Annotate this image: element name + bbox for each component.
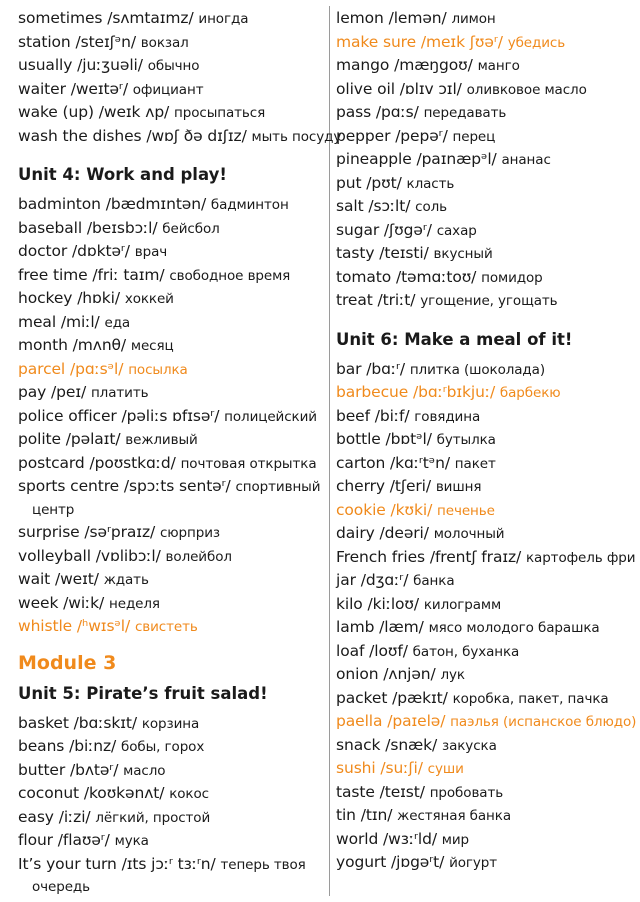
vocab-entry xyxy=(336,781,636,805)
vocab-translation: говядина xyxy=(414,408,481,425)
vocab-entry xyxy=(18,125,342,149)
vocab-word: sometimes /sʌmtaɪmz/ xyxy=(18,9,199,27)
vocab-entry xyxy=(336,452,636,476)
vocab-word: bar /bɑːʳ/ xyxy=(336,359,410,378)
vocab-word: carton /kɑːʳtᵊn/ xyxy=(336,453,455,472)
vocab-word: onion /ʌnjən/ xyxy=(336,665,441,683)
vocab-word: salt /sɔːlt/ xyxy=(336,197,416,215)
unit-6-list xyxy=(336,358,636,875)
vocab-entry xyxy=(18,381,328,405)
vocab-entry xyxy=(336,148,636,172)
vocab-word: station /steɪʃᵊn/ xyxy=(18,32,141,51)
vocab-translation: закуска xyxy=(442,737,497,754)
vocab-word: French fries /frentʃ fraɪz/ xyxy=(336,547,526,566)
vocab-word: badminton /bædmɪntən/ xyxy=(18,195,211,213)
vocab-translation: свободное время xyxy=(169,267,291,284)
vocab-entry xyxy=(336,593,636,617)
vocab-entry xyxy=(336,522,636,546)
vocab-translation: батон, буханка xyxy=(412,643,520,660)
vocab-word: pineapple /paɪnæpᵊl/ xyxy=(336,150,502,168)
vocab-word: cherry /tʃeri/ xyxy=(336,477,436,495)
vocab-translation: класть xyxy=(406,175,455,192)
vocab-translation: волейбол xyxy=(165,548,232,565)
vocab-word: It’s your turn /ɪts jɔːʳ tɜːʳn/ xyxy=(18,854,221,873)
vocab-entry xyxy=(336,616,636,640)
vocab-word: packet /pækɪt/ xyxy=(336,688,453,707)
vocab-translation-continued: очередь xyxy=(32,879,91,895)
vocab-entry xyxy=(18,54,328,78)
vocab-entry xyxy=(18,712,328,736)
vocab-entry xyxy=(18,428,328,452)
vocab-entry xyxy=(336,569,636,593)
vocab-translation: еда xyxy=(104,314,131,331)
vocab-translation: хоккей xyxy=(124,291,174,307)
vocab-entry xyxy=(18,452,328,476)
vocab-translation: ананас xyxy=(501,152,551,168)
vocab-translation: лёгкий, простой xyxy=(95,809,211,826)
vocab-entry xyxy=(336,734,636,758)
vocab-translation: сюрприз xyxy=(159,525,220,541)
vocab-word: tomato /təmɑːtoʊ/ xyxy=(336,267,482,286)
vocab-entry xyxy=(336,663,636,687)
vocab-word: tasty /teɪsti/ xyxy=(336,244,434,262)
vocab-word: make sure /meɪk ʃʊəʳ/ xyxy=(336,32,508,51)
vocab-word: volleyball /vɒlibɔːl/ xyxy=(18,546,166,565)
vocab-translation: неделя xyxy=(109,595,160,612)
vocab-translation: свистеть xyxy=(134,619,198,635)
vocab-word: parcel /pɑːsᵊl/ xyxy=(18,359,129,378)
vocab-translation: мясо молодого барашка xyxy=(428,620,600,636)
vocab-translation: просыпаться xyxy=(174,105,266,121)
vocab-word: yogurt /jɒgəʳt/ xyxy=(336,853,450,871)
vocab-word: dairy /deəri/ xyxy=(336,524,434,542)
vocab-translation: вокзал xyxy=(140,34,189,51)
vocab-translation: картофель фри xyxy=(525,549,636,566)
unit-5-list xyxy=(18,712,328,899)
vocab-word: police officer /pəliːs ɒfɪsəʳ/ xyxy=(18,406,225,425)
vocab-entry xyxy=(18,521,328,545)
vocab-translation: барбекю xyxy=(499,385,561,401)
vocab-word: pass /pɑːs/ xyxy=(336,103,424,121)
vocab-translation: печенье xyxy=(437,502,495,519)
vocab-translation-continued: центр xyxy=(32,501,75,518)
vocab-entry xyxy=(18,101,328,125)
vocab-translation: оливковое масло xyxy=(466,81,587,98)
vocab-entry xyxy=(18,806,328,830)
vocab-entry xyxy=(18,287,328,311)
vocab-translation: бутылка xyxy=(436,432,496,448)
vocab-translation: помидор xyxy=(481,269,543,286)
vocab-word: easy /iːzi/ xyxy=(18,807,96,826)
vocab-entry xyxy=(336,195,636,219)
vocab-word: basket /bɑːskɪt/ xyxy=(18,713,142,732)
vocab-entry xyxy=(336,101,636,125)
vocab-entry xyxy=(336,687,636,711)
vocab-translation: суши xyxy=(427,761,464,777)
vocab-entry xyxy=(336,78,636,102)
vocab-entry xyxy=(336,381,636,405)
vocab-word: paella /paɪelə/ xyxy=(336,712,451,730)
vocab-entry xyxy=(18,31,328,55)
vocab-entry xyxy=(336,242,636,266)
vocab-translation: бейсбол xyxy=(162,220,220,237)
vocab-word: pay /peɪ/ xyxy=(18,383,91,401)
vocab-entry xyxy=(18,829,328,853)
vocab-translation: перец xyxy=(452,128,496,145)
vocab-entry xyxy=(18,615,328,639)
right-top-list xyxy=(336,7,636,313)
vocab-translation: спортивный xyxy=(235,479,321,495)
left-top-list xyxy=(18,7,342,148)
vocab-word: kilo /kiːloʊ/ xyxy=(336,594,424,613)
vocab-entry xyxy=(336,266,636,290)
vocab-entry xyxy=(336,428,636,452)
vocab-translation: паэлья (испанское блюдо) xyxy=(450,714,637,730)
vocab-translation: мыть посуду xyxy=(251,128,342,145)
vocab-word: hockey /hɒki/ xyxy=(18,289,125,307)
vocab-translation: угощение, угощать xyxy=(420,293,558,309)
vocab-word: surprise /səʳpraɪz/ xyxy=(18,523,160,541)
vocab-word: sushi /suːʃi/ xyxy=(336,759,428,777)
vocab-word: wake (up) /weɪk ʌp/ xyxy=(18,103,175,121)
vocab-word: beans /biːnz/ xyxy=(18,737,121,755)
vocab-entry xyxy=(336,358,636,382)
vocab-entry xyxy=(18,759,328,783)
vocab-entry xyxy=(336,54,636,78)
vocab-word: usually /juːʒuəli/ xyxy=(18,56,148,74)
vocab-entry xyxy=(18,592,328,616)
vocab-entry xyxy=(18,193,328,217)
vocab-entry xyxy=(336,851,636,875)
vocab-entry xyxy=(336,546,636,570)
vocab-translation: банка xyxy=(413,573,455,589)
vocab-entry xyxy=(18,545,328,569)
vocab-entry xyxy=(18,358,328,382)
vocab-translation: лимон xyxy=(451,11,496,27)
vocab-translation: бобы, горох xyxy=(121,739,205,755)
vocab-translation: платить xyxy=(90,385,149,401)
vocab-entry xyxy=(18,475,328,499)
vocab-translation: пробовать xyxy=(429,784,504,801)
vocab-translation: молочный xyxy=(433,526,505,542)
vocab-word: wait /weɪt/ xyxy=(18,570,104,588)
vocab-entry xyxy=(336,172,636,196)
vocab-word: treat /triːt/ xyxy=(336,291,421,309)
vocab-entry xyxy=(336,7,636,31)
vocab-word: mango /mæŋgoʊ/ xyxy=(336,56,478,74)
vocab-translation: обычно xyxy=(147,58,200,74)
vocab-word: butter /bʌtəʳ/ xyxy=(18,760,124,779)
vocab-translation: убедись xyxy=(507,34,566,51)
vocab-word: wash the dishes /wɒʃ ðə dɪʃɪz/ xyxy=(18,126,252,145)
vocab-entry xyxy=(18,78,328,102)
vocab-word: postcard /poʊstkɑːd/ xyxy=(18,453,181,472)
vocab-entry xyxy=(18,240,328,264)
unit-5-title: Unit 5: Pirate’s fruit salad! xyxy=(18,683,268,703)
vocab-translation: теперь твоя xyxy=(220,856,306,873)
vocab-translation: месяц xyxy=(130,338,174,354)
vocab-translation: мука xyxy=(114,833,149,849)
vocab-word: free time /friː taɪm/ xyxy=(18,265,170,284)
vocab-entry xyxy=(336,31,636,55)
vocab-translation: килограмм xyxy=(423,596,502,613)
vocab-translation: пакет xyxy=(454,455,496,472)
vocab-word: taste /teɪst/ xyxy=(336,782,430,801)
vocab-translation: почтовая открытка xyxy=(180,455,317,472)
vocab-translation: корзина xyxy=(141,715,200,732)
vocab-word: month /mʌnθ/ xyxy=(18,336,131,354)
vocab-translation: вкусный xyxy=(433,246,493,262)
vocab-entry xyxy=(336,757,636,781)
vocab-entry xyxy=(18,7,328,31)
vocab-translation: полицейский xyxy=(224,408,317,425)
vocab-word: beef /biːf/ xyxy=(336,406,415,425)
vocab-word: baseball /beɪsbɔːl/ xyxy=(18,218,163,237)
vocab-translation: вишня xyxy=(435,479,482,495)
unit-4-title: Unit 4: Work and play! xyxy=(18,165,227,184)
vocab-word: polite /pəlaɪt/ xyxy=(18,430,126,448)
vocab-translation: плитка (шоколада) xyxy=(409,361,546,378)
vocab-word: flour /flaʊəʳ/ xyxy=(18,831,115,849)
left-column xyxy=(18,0,342,899)
vocab-word: loaf /loʊf/ xyxy=(336,641,413,660)
vocab-entry xyxy=(336,475,636,499)
vocab-entry xyxy=(336,804,636,828)
vocab-word: tin /tɪn/ xyxy=(336,806,398,824)
vocab-word: doctor /dɒktəʳ/ xyxy=(18,242,135,260)
vocab-translation: лук xyxy=(440,667,465,683)
vocab-word: lemon /lemən/ xyxy=(336,9,452,27)
vocab-word: bottle /bɒtᵊl/ xyxy=(336,430,437,448)
module-3-title: Module 3 xyxy=(18,651,117,674)
vocab-word: barbecue /bɑːʳbɪkjuː/ xyxy=(336,383,500,401)
vocab-word: week /wiːk/ xyxy=(18,593,110,612)
vocab-translation: масло xyxy=(123,762,166,779)
vocab-entry xyxy=(18,853,328,877)
vocab-translation: вежливый xyxy=(125,432,198,448)
right-column xyxy=(336,0,636,875)
vocab-word: put /pʊt/ xyxy=(336,173,407,192)
vocab-translation: передавать xyxy=(423,105,507,121)
vocab-word: jar /dʒɑːʳ/ xyxy=(336,571,414,589)
unit-4-list xyxy=(18,193,328,639)
vocab-translation: коробка, пакет, пачка xyxy=(452,690,609,707)
vocab-entry xyxy=(336,640,636,664)
vocab-entry xyxy=(18,311,328,335)
vocab-entry xyxy=(18,217,328,241)
vocab-entry xyxy=(336,499,636,523)
vocab-entry xyxy=(336,405,636,429)
vocab-entry xyxy=(336,219,636,243)
vocab-word: world /wɜːʳld/ xyxy=(336,829,442,848)
vocab-word: sugar /ʃʊgəʳ/ xyxy=(336,220,437,239)
vocab-word: waiter /weɪtəʳ/ xyxy=(18,79,133,98)
vocab-entry xyxy=(18,405,328,429)
unit-6-title: Unit 6: Make a meal of it! xyxy=(336,329,573,349)
vocab-word: cookie /kʊki/ xyxy=(336,500,438,519)
vocab-translation: йогурт xyxy=(449,855,498,871)
vocab-translation: врач xyxy=(134,244,168,260)
vocab-translation: иногда xyxy=(198,11,249,27)
vocab-entry xyxy=(336,710,636,734)
vocab-translation: бадминтон xyxy=(210,197,289,213)
vocab-word: lamb /læm/ xyxy=(336,618,429,636)
vocab-translation: манго xyxy=(477,58,520,74)
vocab-word: olive oil /ɒlɪv ɔɪl/ xyxy=(336,79,467,98)
vocab-entry xyxy=(18,782,328,806)
vocab-translation: мир xyxy=(441,831,470,848)
vocab-entry xyxy=(336,289,636,313)
vocab-entry xyxy=(336,125,636,149)
vocab-entry xyxy=(18,264,328,288)
vocab-entry xyxy=(336,828,636,852)
vocab-translation: официант xyxy=(132,81,204,98)
vocab-translation: жестяная банка xyxy=(397,808,512,824)
vocab-word: pepper /pepəʳ/ xyxy=(336,126,453,145)
vocab-word: whistle /ʰwɪsᵊl/ xyxy=(18,617,135,635)
vocab-translation: посылка xyxy=(128,361,188,378)
vocab-translation: сахар xyxy=(436,222,477,239)
vocab-translation: соль xyxy=(415,199,448,215)
vocab-translation: кокос xyxy=(169,786,209,802)
vocab-entry xyxy=(18,334,328,358)
vocab-word: sports centre /spɔːts sentəʳ/ xyxy=(18,477,236,495)
vocab-word: snack /snæk/ xyxy=(336,735,442,754)
vocab-word: meal /miːl/ xyxy=(18,312,105,331)
vocab-entry xyxy=(18,568,328,592)
vocab-word: coconut /koʊkənʌt/ xyxy=(18,784,170,802)
vocab-entry xyxy=(18,735,328,759)
vocab-translation: ждать xyxy=(103,572,149,588)
